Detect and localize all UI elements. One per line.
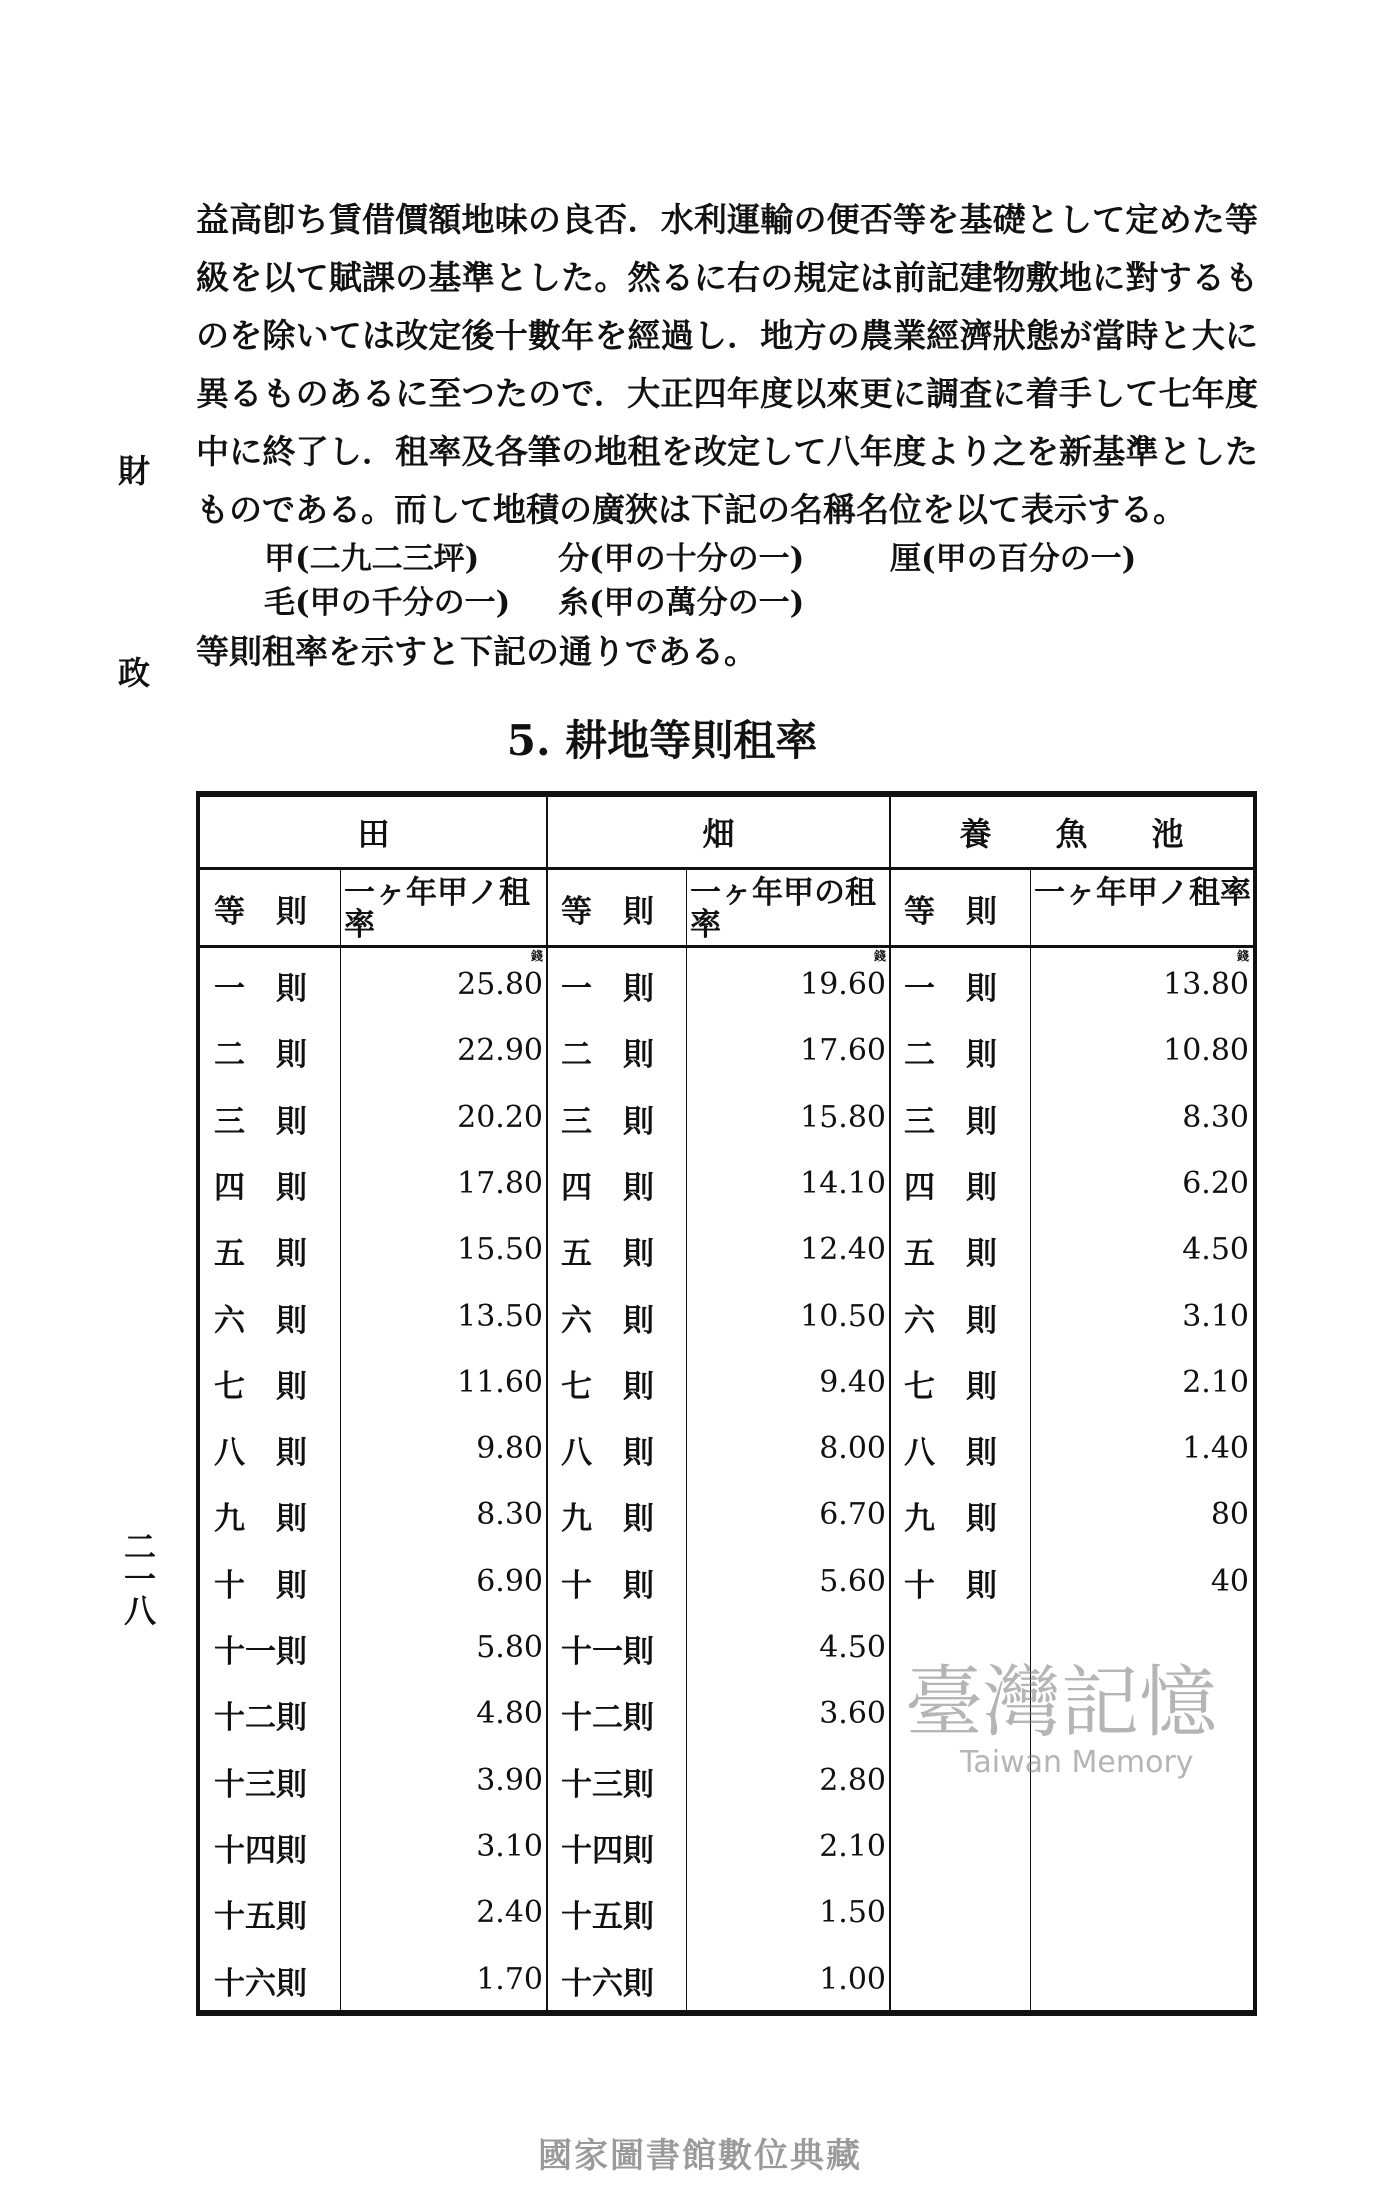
intro-line: 等則租率を示すと下記の通りである。 xyxy=(196,632,757,671)
grade-label: 五 則 xyxy=(561,1236,654,1273)
grade-label: 一 則 xyxy=(561,971,654,1007)
grade-label: 六 則 xyxy=(561,1302,654,1339)
currency-unit-sen: 錢 xyxy=(531,949,544,963)
grade-label: 十 則 xyxy=(214,1567,307,1604)
rate-value: 3.10 xyxy=(1182,1298,1249,1334)
rate-header: 一ヶ年甲ノ租率 xyxy=(344,875,530,943)
rate-value: 1.70 xyxy=(476,1961,543,1997)
grade-label: 六 則 xyxy=(904,1302,997,1339)
grade-label: 三 則 xyxy=(561,1103,654,1140)
paragraph-line: 級を以て賦課の基準とした。然るに右の規定は前記建物敷地に對するも xyxy=(196,258,1258,297)
rate-value: 12.40 xyxy=(800,1232,886,1268)
grade-label: 十三則 xyxy=(561,1766,654,1803)
rate-value: 2.40 xyxy=(476,1895,543,1931)
footer-archive-label: 國家圖書館數位典藏 xyxy=(538,2136,862,2176)
rate-value: 6.20 xyxy=(1182,1165,1249,1201)
grade-label: 二 則 xyxy=(214,1037,307,1074)
grade-label: 十五則 xyxy=(214,1899,307,1936)
paragraph-line: ものである。而して地積の廣狹は下記の名稱名位を以て表示する。 xyxy=(196,490,1186,529)
watermark-logo: 臺灣記憶 xyxy=(905,1658,1218,1748)
watermark-subtitle: Taiwan Memory xyxy=(960,1745,1194,1780)
rate-value: 4.50 xyxy=(819,1630,886,1665)
rate-value: 1.40 xyxy=(1182,1431,1249,1467)
grade-label: 十五則 xyxy=(561,1899,654,1936)
rate-value: 19.60 xyxy=(800,967,886,1002)
group-header: 田 xyxy=(357,815,390,853)
rate-value: 1.50 xyxy=(819,1895,886,1931)
rate-value: 22.90 xyxy=(457,1033,543,1069)
rate-value: 3.90 xyxy=(476,1762,543,1798)
grade-label: 十二則 xyxy=(214,1700,307,1737)
grade-label: 十一則 xyxy=(561,1634,654,1670)
grade-label: 八 則 xyxy=(561,1435,654,1472)
rate-value: 14.10 xyxy=(800,1165,886,1201)
currency-unit-sen: 錢 xyxy=(1237,949,1250,963)
rate-value: 5.80 xyxy=(476,1630,543,1665)
rate-value: 11.60 xyxy=(457,1364,543,1400)
currency-unit-sen: 錢 xyxy=(874,949,887,963)
rate-value: 40 xyxy=(1210,1563,1249,1599)
grade-label: 十四則 xyxy=(214,1832,307,1869)
rate-value: 4.80 xyxy=(476,1696,543,1732)
grade-label: 九 則 xyxy=(904,1501,997,1538)
unit-bu: 分(甲の十分の一) xyxy=(558,541,805,577)
rate-value: 15.80 xyxy=(800,1099,886,1135)
grade-label: 二 則 xyxy=(904,1037,997,1074)
grade-label: 八 則 xyxy=(904,1435,997,1472)
rate-value: 2.10 xyxy=(1182,1364,1249,1400)
paragraph-line: 中に終了し．租率及各筆の地租を改定して八年度より之を新基準とした xyxy=(196,432,1258,471)
rate-table xyxy=(196,791,1257,2016)
grade-label: 十六則 xyxy=(561,1965,654,2002)
grade-label: 十 則 xyxy=(904,1567,997,1604)
grade-label: 三 則 xyxy=(214,1103,307,1140)
grade-label: 十 則 xyxy=(561,1567,654,1604)
column-divider xyxy=(340,869,341,2010)
rate-value: 2.80 xyxy=(819,1762,886,1798)
grade-label: 五 則 xyxy=(214,1236,307,1273)
grade-label: 四 則 xyxy=(214,1169,307,1206)
unit-mo: 毛(甲の千分の一) xyxy=(264,585,511,621)
rate-value: 3.10 xyxy=(476,1828,543,1864)
rate-value: 13.80 xyxy=(1163,967,1249,1002)
group-header: 養 魚 池 xyxy=(959,815,1184,853)
grade-label: 一 則 xyxy=(904,971,997,1007)
group-header: 畑 xyxy=(702,815,735,853)
rate-value: 10.50 xyxy=(800,1298,886,1334)
rate-value: 8.00 xyxy=(819,1431,886,1467)
grade-label: 十一則 xyxy=(214,1634,307,1670)
grade-header: 等 則 xyxy=(214,893,307,930)
side-label-finance-2: 政 xyxy=(118,654,151,692)
grade-label: 八 則 xyxy=(214,1435,307,1472)
side-label-finance-1: 財 xyxy=(118,452,151,490)
rate-value: 17.60 xyxy=(800,1033,886,1069)
rate-value: 6.70 xyxy=(819,1497,886,1533)
grade-label: 九 則 xyxy=(214,1501,307,1538)
grade-label: 十三則 xyxy=(214,1766,307,1803)
column-divider xyxy=(686,869,687,2010)
rate-value: 6.90 xyxy=(476,1563,543,1599)
rate-value: 1.00 xyxy=(819,1961,886,1997)
grade-label: 五 則 xyxy=(904,1236,997,1273)
rate-value: 9.80 xyxy=(476,1431,543,1467)
rate-value: 4.50 xyxy=(1182,1232,1249,1268)
column-divider xyxy=(546,797,548,2010)
unit-rin: 厘(甲の百分の一) xyxy=(890,541,1137,577)
rate-value: 8.30 xyxy=(476,1497,543,1533)
rate-value: 10.80 xyxy=(1163,1033,1249,1069)
column-divider xyxy=(1030,869,1031,2010)
rate-value: 9.40 xyxy=(819,1364,886,1400)
grade-label: 七 則 xyxy=(561,1368,654,1405)
paragraph-line: 異るものあるに至つたので．大正四年度以來更に調査に着手して七年度 xyxy=(196,374,1258,413)
grade-label: 四 則 xyxy=(561,1169,654,1206)
unit-kou: 甲(二九二三坪) xyxy=(264,541,480,577)
paragraph-line: 益高卽ち賃借價額地味の良否．水利運輸の便否等を基礎として定めた等 xyxy=(196,200,1258,239)
rate-value: 17.80 xyxy=(457,1165,543,1201)
rate-value: 13.50 xyxy=(457,1298,543,1334)
grade-header: 等 則 xyxy=(904,893,997,930)
grade-label: 四 則 xyxy=(904,1169,997,1206)
grade-label: 七 則 xyxy=(904,1368,997,1405)
grade-label: 一 則 xyxy=(214,971,307,1007)
grade-label: 三 則 xyxy=(904,1103,997,1140)
page-number: 二一八 xyxy=(119,1530,157,1626)
table-title: 5. 耕地等則租率 xyxy=(506,716,818,765)
rate-value: 15.50 xyxy=(457,1232,543,1268)
grade-label: 二 則 xyxy=(561,1037,654,1074)
rate-value: 8.30 xyxy=(1182,1099,1249,1135)
rate-value: 3.60 xyxy=(819,1696,886,1732)
rate-header: 一ヶ年甲の租率 xyxy=(690,875,876,943)
grade-label: 十四則 xyxy=(561,1832,654,1869)
grade-label: 七 則 xyxy=(214,1368,307,1405)
rate-header: 一ヶ年甲ノ租率 xyxy=(1034,875,1251,911)
rate-value: 25.80 xyxy=(457,967,543,1002)
rate-value: 80 xyxy=(1210,1497,1249,1533)
column-divider xyxy=(889,797,891,2010)
unit-shi: 糸(甲の萬分の一) xyxy=(558,585,805,621)
rate-value: 2.10 xyxy=(819,1828,886,1864)
rate-value: 20.20 xyxy=(457,1099,543,1135)
paragraph-line: のを除いては改定後十數年を經過し．地方の農業經濟狀態が當時と大に xyxy=(196,316,1258,355)
grade-label: 十六則 xyxy=(214,1965,307,2002)
rate-value: 5.60 xyxy=(819,1563,886,1599)
grade-header: 等 則 xyxy=(561,893,654,930)
grade-label: 六 則 xyxy=(214,1302,307,1339)
grade-label: 九 則 xyxy=(561,1501,654,1538)
grade-label: 十二則 xyxy=(561,1700,654,1737)
